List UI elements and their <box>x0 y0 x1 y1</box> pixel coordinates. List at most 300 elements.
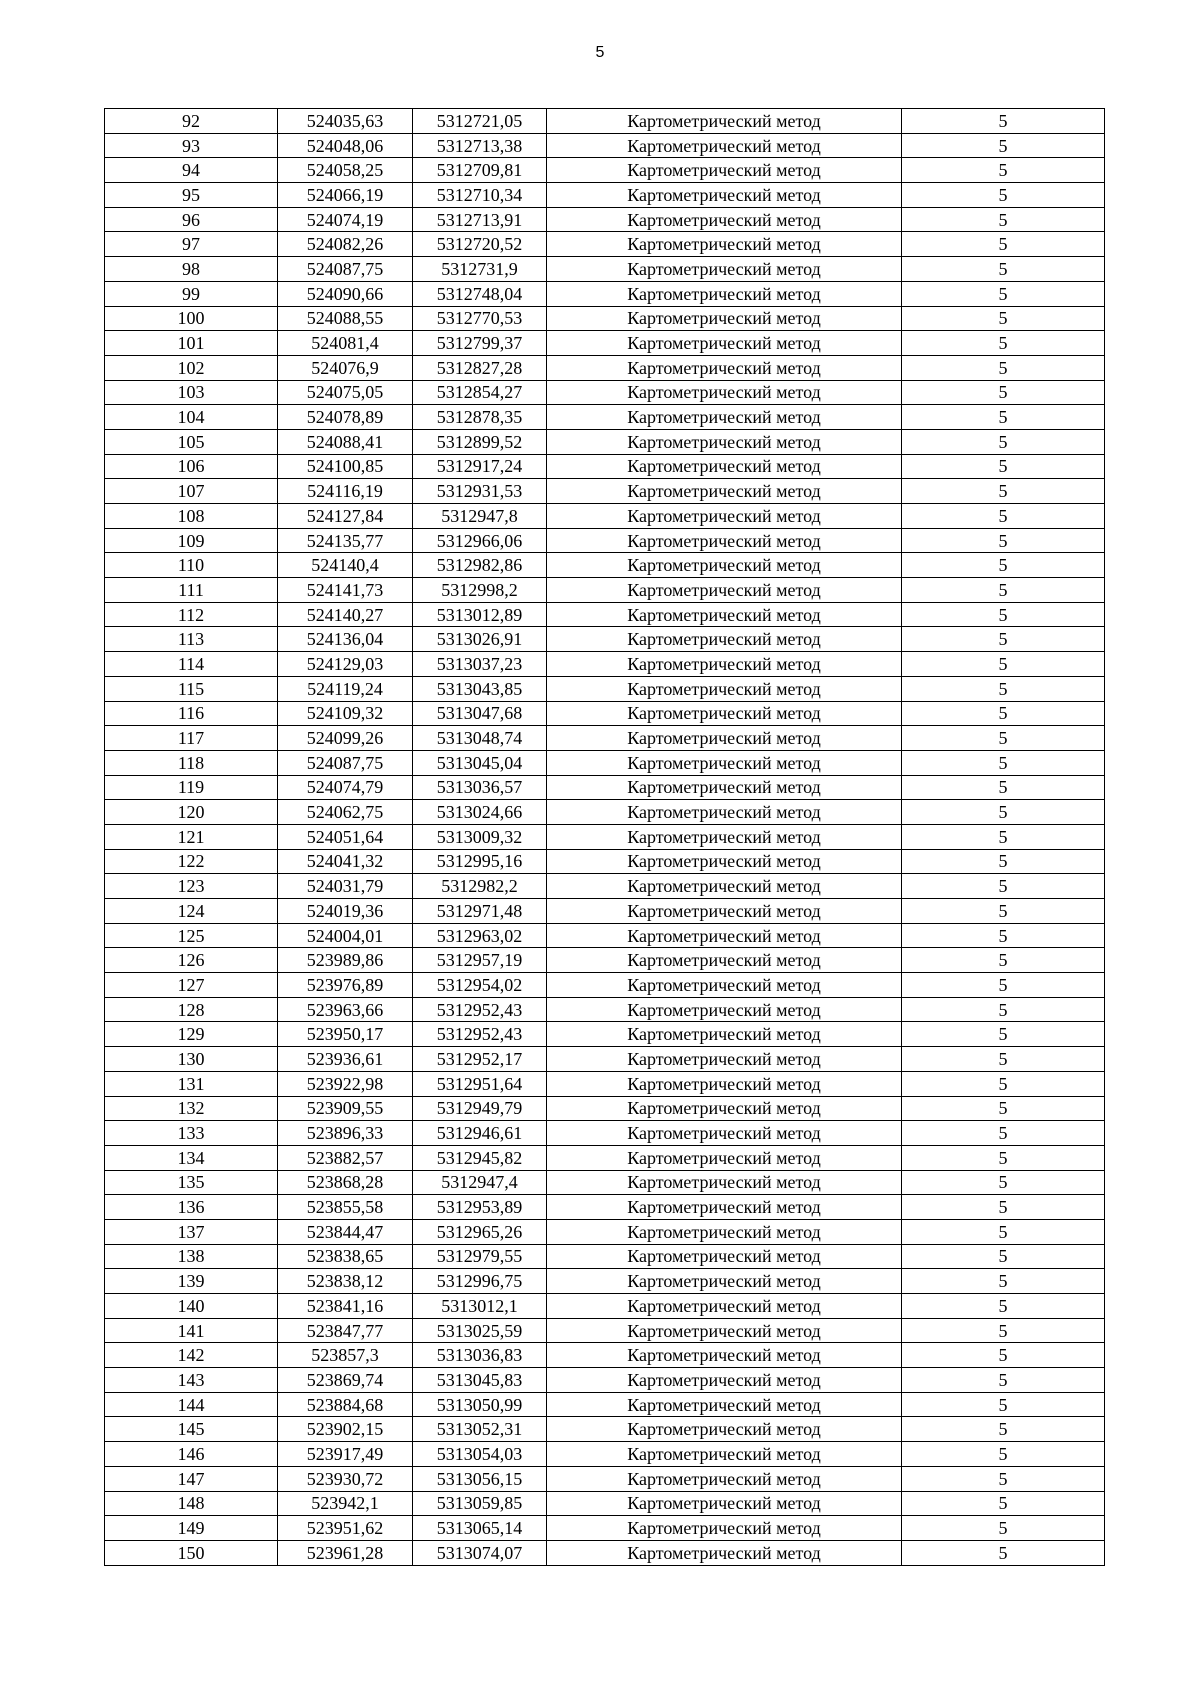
method-cell: Картометрический метод <box>547 405 902 430</box>
point-number-cell: 106 <box>105 454 278 479</box>
table-row <box>105 1294 1105 1319</box>
x-coordinate-cell: 523857,3 <box>278 1343 413 1368</box>
method-cell: Картометрический метод <box>547 207 902 232</box>
method-cell: Картометрический метод <box>547 1195 902 1220</box>
point-number-cell: 94 <box>105 158 278 183</box>
method-cell: Картометрический метод <box>547 479 902 504</box>
accuracy-cell: 5 <box>902 479 1105 504</box>
table-row <box>105 1219 1105 1244</box>
x-coordinate-cell: 523838,12 <box>278 1269 413 1294</box>
y-coordinate-cell: 5313036,83 <box>413 1343 547 1368</box>
y-coordinate-cell: 5313026,91 <box>413 627 547 652</box>
y-coordinate-cell: 5313050,99 <box>413 1392 547 1417</box>
table-row <box>105 1516 1105 1541</box>
accuracy-cell: 5 <box>902 158 1105 183</box>
y-coordinate-cell: 5312731,9 <box>413 257 547 282</box>
accuracy-cell: 5 <box>902 1442 1105 1467</box>
y-coordinate-cell: 5312949,79 <box>413 1096 547 1121</box>
point-number-cell: 104 <box>105 405 278 430</box>
accuracy-cell: 5 <box>902 454 1105 479</box>
x-coordinate-cell: 524081,4 <box>278 331 413 356</box>
x-coordinate-cell: 524058,25 <box>278 158 413 183</box>
table-row <box>105 800 1105 825</box>
point-number-cell: 132 <box>105 1096 278 1121</box>
accuracy-cell: 5 <box>902 1294 1105 1319</box>
x-coordinate-cell: 523882,57 <box>278 1145 413 1170</box>
x-coordinate-cell: 524136,04 <box>278 627 413 652</box>
y-coordinate-cell: 5312971,48 <box>413 899 547 924</box>
table-row <box>105 1145 1105 1170</box>
x-coordinate-cell: 523838,65 <box>278 1244 413 1269</box>
method-cell: Картометрический метод <box>547 257 902 282</box>
accuracy-cell: 5 <box>902 578 1105 603</box>
accuracy-cell: 5 <box>902 1047 1105 1072</box>
x-coordinate-cell: 523963,66 <box>278 997 413 1022</box>
method-cell: Картометрический метод <box>547 849 902 874</box>
table-row <box>105 1269 1105 1294</box>
point-number-cell: 122 <box>105 849 278 874</box>
accuracy-cell: 5 <box>902 997 1105 1022</box>
point-number-cell: 100 <box>105 306 278 331</box>
table-row <box>105 183 1105 208</box>
table-row <box>105 454 1105 479</box>
table-row <box>105 1368 1105 1393</box>
accuracy-cell: 5 <box>902 1219 1105 1244</box>
accuracy-cell: 5 <box>902 380 1105 405</box>
table-row <box>105 948 1105 973</box>
method-cell: Картометрический метод <box>547 1022 902 1047</box>
point-number-cell: 137 <box>105 1219 278 1244</box>
x-coordinate-cell: 523844,47 <box>278 1219 413 1244</box>
y-coordinate-cell: 5312946,61 <box>413 1121 547 1146</box>
point-number-cell: 120 <box>105 800 278 825</box>
method-cell: Картометрический метод <box>547 232 902 257</box>
y-coordinate-cell: 5312995,16 <box>413 849 547 874</box>
y-coordinate-cell: 5313009,32 <box>413 824 547 849</box>
x-coordinate-cell: 524048,06 <box>278 133 413 158</box>
method-cell: Картометрический метод <box>547 1343 902 1368</box>
method-cell: Картометрический метод <box>547 676 902 701</box>
accuracy-cell: 5 <box>902 133 1105 158</box>
accuracy-cell: 5 <box>902 627 1105 652</box>
x-coordinate-cell: 523917,49 <box>278 1442 413 1467</box>
table-row <box>105 1540 1105 1565</box>
table-row <box>105 1047 1105 1072</box>
accuracy-cell: 5 <box>902 553 1105 578</box>
accuracy-cell: 5 <box>902 232 1105 257</box>
method-cell: Картометрический метод <box>547 429 902 454</box>
accuracy-cell: 5 <box>902 429 1105 454</box>
method-cell: Картометрический метод <box>547 1466 902 1491</box>
table-row <box>105 1071 1105 1096</box>
x-coordinate-cell: 523930,72 <box>278 1466 413 1491</box>
accuracy-cell: 5 <box>902 1145 1105 1170</box>
method-cell: Картометрический метод <box>547 726 902 751</box>
point-number-cell: 108 <box>105 504 278 529</box>
accuracy-cell: 5 <box>902 281 1105 306</box>
x-coordinate-cell: 523841,16 <box>278 1294 413 1319</box>
x-coordinate-cell: 524129,03 <box>278 652 413 677</box>
point-number-cell: 118 <box>105 750 278 775</box>
accuracy-cell: 5 <box>902 1491 1105 1516</box>
x-coordinate-cell: 523936,61 <box>278 1047 413 1072</box>
point-number-cell: 127 <box>105 973 278 998</box>
y-coordinate-cell: 5313074,07 <box>413 1540 547 1565</box>
accuracy-cell: 5 <box>902 676 1105 701</box>
x-coordinate-cell: 524135,77 <box>278 528 413 553</box>
table-row <box>105 504 1105 529</box>
table-row <box>105 750 1105 775</box>
point-number-cell: 119 <box>105 775 278 800</box>
accuracy-cell: 5 <box>902 1195 1105 1220</box>
point-number-cell: 112 <box>105 602 278 627</box>
x-coordinate-cell: 523855,58 <box>278 1195 413 1220</box>
accuracy-cell: 5 <box>902 1540 1105 1565</box>
accuracy-cell: 5 <box>902 899 1105 924</box>
method-cell: Картометрический метод <box>547 1392 902 1417</box>
x-coordinate-cell: 524087,75 <box>278 750 413 775</box>
table-row <box>105 133 1105 158</box>
method-cell: Картометрический метод <box>547 1269 902 1294</box>
x-coordinate-cell: 523922,98 <box>278 1071 413 1096</box>
point-number-cell: 97 <box>105 232 278 257</box>
method-cell: Картометрический метод <box>547 1170 902 1195</box>
method-cell: Картометрический метод <box>547 1318 902 1343</box>
y-coordinate-cell: 5312957,19 <box>413 948 547 973</box>
x-coordinate-cell: 523961,28 <box>278 1540 413 1565</box>
table-row <box>105 207 1105 232</box>
accuracy-cell: 5 <box>902 331 1105 356</box>
accuracy-cell: 5 <box>902 207 1105 232</box>
point-number-cell: 128 <box>105 997 278 1022</box>
accuracy-cell: 5 <box>902 923 1105 948</box>
method-cell: Картометрический метод <box>547 109 902 134</box>
method-cell: Картометрический метод <box>547 306 902 331</box>
method-cell: Картометрический метод <box>547 1417 902 1442</box>
point-number-cell: 123 <box>105 874 278 899</box>
method-cell: Картометрический метод <box>547 331 902 356</box>
accuracy-cell: 5 <box>902 775 1105 800</box>
point-number-cell: 92 <box>105 109 278 134</box>
method-cell: Картометрический метод <box>547 800 902 825</box>
point-number-cell: 141 <box>105 1318 278 1343</box>
x-coordinate-cell: 524100,85 <box>278 454 413 479</box>
x-coordinate-cell: 524109,32 <box>278 701 413 726</box>
x-coordinate-cell: 524062,75 <box>278 800 413 825</box>
point-number-cell: 149 <box>105 1516 278 1541</box>
accuracy-cell: 5 <box>902 1417 1105 1442</box>
method-cell: Картометрический метод <box>547 133 902 158</box>
table-row <box>105 849 1105 874</box>
table-row <box>105 652 1105 677</box>
table-row <box>105 109 1105 134</box>
table-row <box>105 306 1105 331</box>
method-cell: Картометрический метод <box>547 948 902 973</box>
method-cell: Картометрический метод <box>547 899 902 924</box>
y-coordinate-cell: 5312953,89 <box>413 1195 547 1220</box>
point-number-cell: 98 <box>105 257 278 282</box>
x-coordinate-cell: 524088,55 <box>278 306 413 331</box>
page-number: 5 <box>595 44 605 61</box>
method-cell: Картометрический метод <box>547 824 902 849</box>
y-coordinate-cell: 5313052,31 <box>413 1417 547 1442</box>
point-number-cell: 93 <box>105 133 278 158</box>
x-coordinate-cell: 523868,28 <box>278 1170 413 1195</box>
x-coordinate-cell: 524141,73 <box>278 578 413 603</box>
method-cell: Картометрический метод <box>547 553 902 578</box>
x-coordinate-cell: 524078,89 <box>278 405 413 430</box>
method-cell: Картометрический метод <box>547 775 902 800</box>
point-number-cell: 102 <box>105 355 278 380</box>
x-coordinate-cell: 523950,17 <box>278 1022 413 1047</box>
x-coordinate-cell: 524082,26 <box>278 232 413 257</box>
y-coordinate-cell: 5312951,64 <box>413 1071 547 1096</box>
method-cell: Картометрический метод <box>547 355 902 380</box>
x-coordinate-cell: 523909,55 <box>278 1096 413 1121</box>
method-cell: Картометрический метод <box>547 1516 902 1541</box>
x-coordinate-cell: 524116,19 <box>278 479 413 504</box>
method-cell: Картометрический метод <box>547 504 902 529</box>
y-coordinate-cell: 5312748,04 <box>413 281 547 306</box>
coordinates-table <box>104 108 1105 1566</box>
y-coordinate-cell: 5312954,02 <box>413 973 547 998</box>
accuracy-cell: 5 <box>902 355 1105 380</box>
y-coordinate-cell: 5312827,28 <box>413 355 547 380</box>
method-cell: Картометрический метод <box>547 1442 902 1467</box>
accuracy-cell: 5 <box>902 504 1105 529</box>
point-number-cell: 125 <box>105 923 278 948</box>
point-number-cell: 101 <box>105 331 278 356</box>
point-number-cell: 146 <box>105 1442 278 1467</box>
x-coordinate-cell: 523976,89 <box>278 973 413 998</box>
table-row <box>105 874 1105 899</box>
table-row <box>105 281 1105 306</box>
y-coordinate-cell: 5313024,66 <box>413 800 547 825</box>
point-number-cell: 142 <box>105 1343 278 1368</box>
y-coordinate-cell: 5312952,43 <box>413 1022 547 1047</box>
accuracy-cell: 5 <box>902 1368 1105 1393</box>
y-coordinate-cell: 5313037,23 <box>413 652 547 677</box>
y-coordinate-cell: 5313012,1 <box>413 1294 547 1319</box>
y-coordinate-cell: 5312770,53 <box>413 306 547 331</box>
accuracy-cell: 5 <box>902 948 1105 973</box>
table-row <box>105 775 1105 800</box>
method-cell: Картометрический метод <box>547 701 902 726</box>
accuracy-cell: 5 <box>902 1516 1105 1541</box>
accuracy-cell: 5 <box>902 405 1105 430</box>
table-row <box>105 528 1105 553</box>
y-coordinate-cell: 5312947,4 <box>413 1170 547 1195</box>
point-number-cell: 114 <box>105 652 278 677</box>
point-number-cell: 143 <box>105 1368 278 1393</box>
y-coordinate-cell: 5312917,24 <box>413 454 547 479</box>
y-coordinate-cell: 5312952,17 <box>413 1047 547 1072</box>
y-coordinate-cell: 5313054,03 <box>413 1442 547 1467</box>
point-number-cell: 111 <box>105 578 278 603</box>
accuracy-cell: 5 <box>902 1244 1105 1269</box>
table-row <box>105 232 1105 257</box>
x-coordinate-cell: 523942,1 <box>278 1491 413 1516</box>
accuracy-cell: 5 <box>902 183 1105 208</box>
x-coordinate-cell: 523896,33 <box>278 1121 413 1146</box>
y-coordinate-cell: 5312966,06 <box>413 528 547 553</box>
method-cell: Картометрический метод <box>547 1491 902 1516</box>
table-row <box>105 701 1105 726</box>
table-row <box>105 429 1105 454</box>
table-row <box>105 973 1105 998</box>
method-cell: Картометрический метод <box>547 1071 902 1096</box>
point-number-cell: 130 <box>105 1047 278 1072</box>
method-cell: Картометрический метод <box>547 973 902 998</box>
accuracy-cell: 5 <box>902 701 1105 726</box>
y-coordinate-cell: 5312998,2 <box>413 578 547 603</box>
point-number-cell: 116 <box>105 701 278 726</box>
table-row <box>105 1170 1105 1195</box>
table-row <box>105 355 1105 380</box>
point-number-cell: 103 <box>105 380 278 405</box>
accuracy-cell: 5 <box>902 528 1105 553</box>
y-coordinate-cell: 5312947,8 <box>413 504 547 529</box>
x-coordinate-cell: 524087,75 <box>278 257 413 282</box>
accuracy-cell: 5 <box>902 1392 1105 1417</box>
accuracy-cell: 5 <box>902 1170 1105 1195</box>
y-coordinate-cell: 5313036,57 <box>413 775 547 800</box>
point-number-cell: 135 <box>105 1170 278 1195</box>
x-coordinate-cell: 524090,66 <box>278 281 413 306</box>
x-coordinate-cell: 524099,26 <box>278 726 413 751</box>
y-coordinate-cell: 5312945,82 <box>413 1145 547 1170</box>
table-row <box>105 602 1105 627</box>
x-coordinate-cell: 524076,9 <box>278 355 413 380</box>
point-number-cell: 134 <box>105 1145 278 1170</box>
x-coordinate-cell: 524140,27 <box>278 602 413 627</box>
point-number-cell: 129 <box>105 1022 278 1047</box>
table-row <box>105 331 1105 356</box>
point-number-cell: 147 <box>105 1466 278 1491</box>
point-number-cell: 138 <box>105 1244 278 1269</box>
y-coordinate-cell: 5313047,68 <box>413 701 547 726</box>
point-number-cell: 126 <box>105 948 278 973</box>
y-coordinate-cell: 5313045,83 <box>413 1368 547 1393</box>
accuracy-cell: 5 <box>902 1343 1105 1368</box>
y-coordinate-cell: 5313043,85 <box>413 676 547 701</box>
method-cell: Картометрический метод <box>547 281 902 306</box>
y-coordinate-cell: 5312799,37 <box>413 331 547 356</box>
y-coordinate-cell: 5312878,35 <box>413 405 547 430</box>
point-number-cell: 113 <box>105 627 278 652</box>
table-row <box>105 158 1105 183</box>
table-row <box>105 405 1105 430</box>
y-coordinate-cell: 5313059,85 <box>413 1491 547 1516</box>
y-coordinate-cell: 5312963,02 <box>413 923 547 948</box>
accuracy-cell: 5 <box>902 1318 1105 1343</box>
table-row <box>105 899 1105 924</box>
y-coordinate-cell: 5312713,91 <box>413 207 547 232</box>
table-row <box>105 1318 1105 1343</box>
y-coordinate-cell: 5312899,52 <box>413 429 547 454</box>
point-number-cell: 133 <box>105 1121 278 1146</box>
y-coordinate-cell: 5312931,53 <box>413 479 547 504</box>
y-coordinate-cell: 5312720,52 <box>413 232 547 257</box>
table-row <box>105 1491 1105 1516</box>
point-number-cell: 136 <box>105 1195 278 1220</box>
point-number-cell: 121 <box>105 824 278 849</box>
accuracy-cell: 5 <box>902 1466 1105 1491</box>
point-number-cell: 107 <box>105 479 278 504</box>
accuracy-cell: 5 <box>902 652 1105 677</box>
table-row <box>105 553 1105 578</box>
table-row <box>105 1392 1105 1417</box>
accuracy-cell: 5 <box>902 109 1105 134</box>
accuracy-cell: 5 <box>902 800 1105 825</box>
x-coordinate-cell: 524019,36 <box>278 899 413 924</box>
table-row <box>105 380 1105 405</box>
table-row <box>105 824 1105 849</box>
x-coordinate-cell: 524074,19 <box>278 207 413 232</box>
y-coordinate-cell: 5313056,15 <box>413 1466 547 1491</box>
x-coordinate-cell: 523869,74 <box>278 1368 413 1393</box>
method-cell: Картометрический метод <box>547 578 902 603</box>
point-number-cell: 145 <box>105 1417 278 1442</box>
table-row <box>105 1022 1105 1047</box>
point-number-cell: 99 <box>105 281 278 306</box>
method-cell: Картометрический метод <box>547 874 902 899</box>
y-coordinate-cell: 5312710,34 <box>413 183 547 208</box>
y-coordinate-cell: 5312709,81 <box>413 158 547 183</box>
point-number-cell: 110 <box>105 553 278 578</box>
method-cell: Картометрический метод <box>547 454 902 479</box>
method-cell: Картометрический метод <box>547 1368 902 1393</box>
table-row <box>105 997 1105 1022</box>
method-cell: Картометрический метод <box>547 1294 902 1319</box>
method-cell: Картометрический метод <box>547 1219 902 1244</box>
table-row <box>105 1343 1105 1368</box>
y-coordinate-cell: 5312965,26 <box>413 1219 547 1244</box>
point-number-cell: 117 <box>105 726 278 751</box>
point-number-cell: 140 <box>105 1294 278 1319</box>
method-cell: Картометрический метод <box>547 1145 902 1170</box>
point-number-cell: 95 <box>105 183 278 208</box>
y-coordinate-cell: 5312982,86 <box>413 553 547 578</box>
table-row <box>105 578 1105 603</box>
point-number-cell: 131 <box>105 1071 278 1096</box>
x-coordinate-cell: 524051,64 <box>278 824 413 849</box>
accuracy-cell: 5 <box>902 1121 1105 1146</box>
table-row <box>105 726 1105 751</box>
x-coordinate-cell: 523884,68 <box>278 1392 413 1417</box>
x-coordinate-cell: 523847,77 <box>278 1318 413 1343</box>
point-number-cell: 148 <box>105 1491 278 1516</box>
point-number-cell: 139 <box>105 1269 278 1294</box>
point-number-cell: 96 <box>105 207 278 232</box>
table-row <box>105 1195 1105 1220</box>
point-number-cell: 124 <box>105 899 278 924</box>
accuracy-cell: 5 <box>902 849 1105 874</box>
accuracy-cell: 5 <box>902 1269 1105 1294</box>
accuracy-cell: 5 <box>902 824 1105 849</box>
accuracy-cell: 5 <box>902 726 1105 751</box>
y-coordinate-cell: 5313048,74 <box>413 726 547 751</box>
accuracy-cell: 5 <box>902 750 1105 775</box>
x-coordinate-cell: 524140,4 <box>278 553 413 578</box>
x-coordinate-cell: 524127,84 <box>278 504 413 529</box>
table-row <box>105 676 1105 701</box>
method-cell: Картометрический метод <box>547 528 902 553</box>
method-cell: Картометрический метод <box>547 1047 902 1072</box>
table-row <box>105 1244 1105 1269</box>
y-coordinate-cell: 5312713,38 <box>413 133 547 158</box>
point-number-cell: 144 <box>105 1392 278 1417</box>
